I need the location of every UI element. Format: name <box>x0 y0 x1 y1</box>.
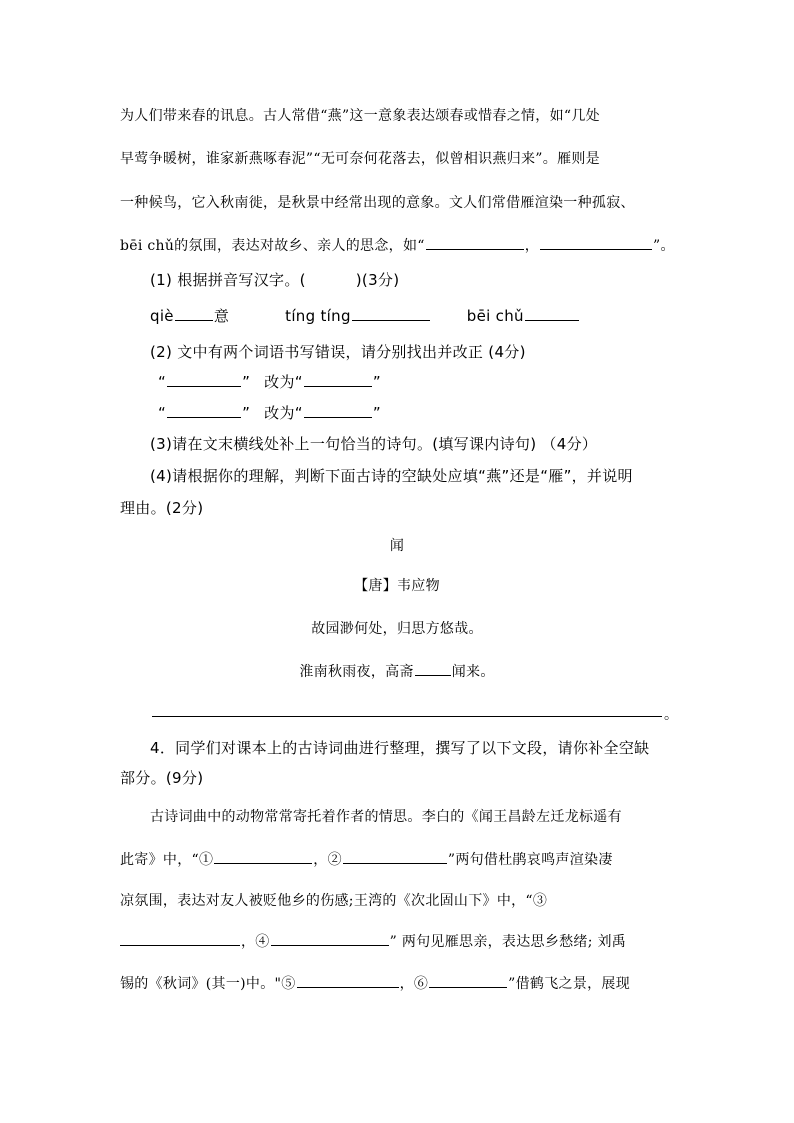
section-4-stem-1: 4．同学们对课本上的古诗词曲进行整理，撰写了以下文段，请你补全空缺 <box>150 739 650 757</box>
pinyin-beichu-q: bēi chǔ <box>466 307 524 325</box>
close-quote: ” <box>242 404 251 422</box>
p4-b: ，④ <box>241 934 270 950</box>
answer-blank-1[interactable] <box>214 849 312 864</box>
section-4-para-1: 古诗词曲中的动物常常寄托着作者的情思。李白的《闻王昌龄左迁龙标遥有 <box>150 809 622 825</box>
q1-stem: (1) 根据拼音写汉字。( <box>150 271 306 289</box>
answer-blank-wrong-1[interactable] <box>167 372 241 387</box>
answer-blank-fix-1[interactable] <box>304 372 372 387</box>
quote-end: ”。 <box>653 238 675 254</box>
poem-line-2-b: 闻来。 <box>451 664 495 680</box>
close-quote: ” <box>242 373 251 391</box>
pinyin-beichu: bēi chǔ <box>120 238 175 254</box>
answer-blank-fix-2[interactable] <box>304 403 372 418</box>
answer-blank-poem-2[interactable] <box>540 235 652 250</box>
comma: ， <box>524 238 540 254</box>
section-4-para-5 <box>120 973 630 994</box>
answer-line-reason[interactable] <box>152 716 662 717</box>
section-4-stem-2: 部分。(9分) <box>120 769 204 787</box>
char-yi: 意 <box>213 307 230 325</box>
question-3: (3)请在文末横线处补上一句恰当的诗句。(填写课内诗句) （4分） <box>150 435 598 453</box>
pinyin-tingting: tíng tíng <box>285 307 351 325</box>
p2-a: 此寄》中，“① <box>120 852 214 868</box>
answer-blank-6[interactable] <box>429 973 507 988</box>
answer-blank-poem-1[interactable] <box>426 235 524 250</box>
q1-score: )(3分) <box>355 271 400 289</box>
p2-c: ”两句借杜鹃哀鸣声渲染凄 <box>447 852 613 868</box>
answer-blank-2[interactable] <box>343 849 447 864</box>
answer-blank-3[interactable] <box>120 931 240 946</box>
change-to: 改为“ <box>264 404 303 422</box>
passage-text: 的氛围，表达对故乡、亲人的思念，如“ <box>174 238 425 254</box>
poem-line-2-a: 淮南秋雨夜，高斋 <box>299 664 414 680</box>
section-4-para-4 <box>120 931 626 952</box>
answer-line-end: 。 <box>664 707 678 723</box>
p5-a: 锡的《秋词》(其一)中。"⑤ <box>120 976 296 992</box>
pinyin-qie: qiè <box>150 307 174 325</box>
passage-line-2: 早莺争暖树，谁家新燕啄春泥”“无可奈何花落去，似曾相识燕归来”。雁则是 <box>120 151 600 167</box>
change-to: 改为“ <box>264 373 303 391</box>
passage-line-3: 一种候鸟，它入秋南徙，是秋景中经常出现的意象。文人们常借雁渲染一种孤寂、 <box>120 195 635 211</box>
passage-line-1: 为人们带来春的讯息。古人常借“燕”这一意象表达颂春或惜春之情，如“几处 <box>120 108 600 124</box>
answer-blank-beichu[interactable] <box>525 306 579 321</box>
p5-b: ，⑥ <box>399 976 429 992</box>
close-quote: ” <box>372 373 381 391</box>
q2-correction-row-2 <box>158 403 381 423</box>
poem-line-2 <box>0 661 794 682</box>
answer-blank-wrong-2[interactable] <box>167 403 241 418</box>
answer-blank-bird[interactable] <box>415 661 451 676</box>
open-quote: “ <box>158 404 167 422</box>
p5-c: ”借鹤飞之景，展现 <box>508 976 631 992</box>
question-1 <box>150 270 399 290</box>
answer-blank-tingting[interactable] <box>352 306 430 321</box>
question-2: (2) 文中有两个词语书写错误，请分别找出并改正 (4分) <box>150 343 526 361</box>
p4-c: ” 两句见雁思亲，表达思乡愁绪; 刘禹 <box>389 934 627 950</box>
section-4-para-2 <box>120 849 613 870</box>
answer-blank-qie[interactable] <box>175 306 213 321</box>
answer-blank-4[interactable] <box>271 931 389 946</box>
question-4-line-2: 理由。(2分) <box>120 499 204 517</box>
q1-pinyin-row <box>150 306 580 326</box>
passage-line-4 <box>120 235 675 256</box>
open-quote: “ <box>158 373 167 391</box>
p2-b: ，② <box>313 852 342 868</box>
poem-author: 【唐】韦应物 <box>354 578 440 594</box>
poem-line-1: 故园渺何处，归思方悠哉。 <box>311 621 483 637</box>
section-4-para-3: 凉氛围，表达对友人被贬他乡的伤感;王湾的《次北固山下》中，“③ <box>120 893 548 909</box>
q2-correction-row-1 <box>158 372 381 392</box>
answer-blank-5[interactable] <box>297 973 399 988</box>
poem-title: 闻 <box>389 538 405 554</box>
close-quote: ” <box>372 404 381 422</box>
question-4-line-1: (4)请根据你的理解，判断下面古诗的空缺处应填“燕”还是“雁”，并说明 <box>150 467 633 485</box>
